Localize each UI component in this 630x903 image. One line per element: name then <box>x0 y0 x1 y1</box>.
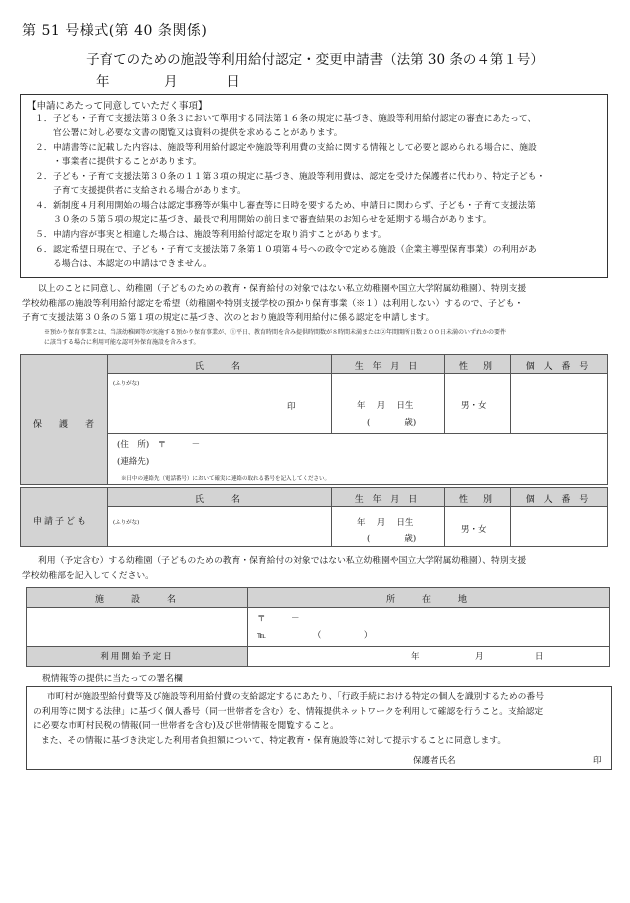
guardian-col-name: 氏 名 <box>194 362 243 372</box>
consent-item-text: 子ども・子育て支援法第３０条の１１第３項の規定に基づき、施設等利用費は、認定を受けた保護者に代わり、特定子ども・ <box>53 172 546 182</box>
child-col-birth: 生 年 月 日 <box>354 495 421 505</box>
child-furigana-label: (ふりがな) <box>113 520 140 526</box>
intro-line: 子育て支援法第３０条の５第１項の規定に基づき、次のとおり施設等利用給付に係る認定を申請します。 <box>22 313 435 323</box>
guardian-age: ( 歳) <box>367 418 417 428</box>
facility-tel[interactable]: ℡ （ ） <box>257 631 373 641</box>
guardian-contact-label[interactable]: (連絡先) <box>117 457 150 467</box>
consent-item-text: 子ども・子育て支援法第３０条３において準用する同法第１６条の規定に基づき、施設等利用給付認定の審査にあたって、 <box>53 114 537 124</box>
divider <box>107 374 108 484</box>
child-name-input[interactable] <box>113 510 323 544</box>
facility-name-input[interactable] <box>29 610 245 644</box>
start-date-month[interactable]: 月 <box>475 652 484 662</box>
tax-signer-input[interactable] <box>467 751 587 767</box>
date-day-label: 日 <box>226 74 240 90</box>
intro-line: 以上のことに同意し、幼稚園（子どものための教育・保育給付の対象ではない私立幼稚園や国立大学附属幼稚園）、特別支援 <box>38 284 527 294</box>
consent-item-text: る場合は、本認定の申請はできません。 <box>53 259 212 269</box>
consent-item-text: 認定希望日現在で、子ども・子育て支援法第７条第１０項第４号への政令で定める施設（企業主導型保育事業）の利用があ <box>53 245 537 255</box>
intro-paragraph <box>22 282 622 326</box>
tax-signer-label: 保護者氏名 <box>413 756 456 766</box>
consent-item-text: ３０条の５第５項の規定に基づき、最長で利用開始の前日まで審査結果のお知らせを延期する場合があります。 <box>53 215 492 225</box>
date-year-label: 年 <box>96 74 110 90</box>
facility-postal[interactable]: 〒 － <box>257 614 300 624</box>
guardian-birth-ymd[interactable]: 年 月 日生 <box>357 401 414 411</box>
guardian-col-birth: 生 年 月 日 <box>354 362 421 372</box>
child-section-label: 申請子ども <box>33 517 89 527</box>
start-date-day[interactable]: 日 <box>535 652 544 662</box>
consent-item-number: ５． <box>35 230 53 240</box>
facility-col-address: 所 在 地 <box>385 595 470 605</box>
tax-text <box>33 690 607 748</box>
consent-item-number: １． <box>35 114 53 124</box>
facility-table <box>26 587 610 667</box>
divider <box>331 355 332 433</box>
consent-item-number: ２． <box>35 172 53 182</box>
facility-intro <box>22 554 622 583</box>
consent-item-text: 申請書等に記載した内容は、施設等利用給付認定や施設等利用費の支給に関する情報として必要と認められる場合に、施設 <box>53 143 537 153</box>
tax-heading: 税情報等の提供に当たっての署名欄 <box>42 674 183 684</box>
guardian-section-label: 保 護 者 <box>33 420 99 430</box>
intro-footnote-line: に該当する場合に利用可能な認可外保育施設を含みます。 <box>44 339 200 346</box>
consent-item-number: ４． <box>35 201 53 211</box>
divider <box>444 355 445 433</box>
consent-item-text: ・事業者に提供することがあります。 <box>53 157 202 167</box>
child-birth-ymd[interactable]: 年 月 日生 <box>357 518 414 528</box>
tax-text-line: の利用等に関する法律」に基づく個人番号（同一世帯者を含む）を、情報提供ネットワークを利用して確認を行うこと。支給認定 <box>33 706 544 717</box>
consent-item-text: 子育て支援提供者に支給される場合があります。 <box>53 186 246 196</box>
divider <box>510 488 511 546</box>
facility-intro-line: 利用（予定含む）する幼稚園（子どものための教育・保育給付の対象ではない私立幼稚園や国立大学附属幼稚園）、特別支援 <box>38 556 527 566</box>
divider <box>107 507 108 546</box>
guardian-col-id: 個 人 番 号 <box>525 362 592 372</box>
application-date <box>96 70 256 90</box>
divider <box>331 488 332 546</box>
guardian-col-sex: 性 別 <box>458 362 495 372</box>
consent-item-text: 申請内容が事実と相違した場合は、施設等利用給付認定を取り消すことがあります。 <box>53 230 387 240</box>
page-title: 子育てのための施設等利用給付認定・変更申請書（法第 30 条の４第１号） <box>86 52 544 68</box>
facility-col-name: 施 設 名 <box>94 595 179 605</box>
child-sex-options[interactable]: 男・女 <box>461 525 487 535</box>
child-col-id: 個 人 番 号 <box>525 495 592 505</box>
consent-item-number: ６． <box>35 245 53 255</box>
tax-signature-box <box>26 686 612 770</box>
consent-box <box>20 94 608 278</box>
divider <box>510 355 511 433</box>
start-date-label: 利用開始予定日 <box>100 652 174 662</box>
guardian-furigana-label: (ふりがな) <box>113 381 140 387</box>
guardian-seal-mark: 印 <box>287 402 296 412</box>
guardian-table <box>20 354 608 485</box>
divider <box>444 488 445 546</box>
child-id-input[interactable] <box>513 510 605 544</box>
intro-line: 学校幼稚部の施設等利用給付認定を希望（幼稚園や特別支援学校の預かり保育事業（※１）は利用しない）するので、子ども・ <box>22 298 524 309</box>
child-age: ( 歳) <box>367 534 417 544</box>
child-table <box>20 487 608 547</box>
child-col-name: 氏 名 <box>194 495 243 505</box>
consent-item-text: 新制度４月利用開始の場合は認定事務等が集中し審査等に日時を要するため、申請日に関わらず、子ども・子育て支援法第 <box>53 201 536 211</box>
tax-text-line: また、その情報に基づき決定した利用者負担額について、特定教育・保育施設等に対して提示することに同意します。 <box>41 735 507 746</box>
guardian-sex-options[interactable]: 男・女 <box>461 401 487 411</box>
child-col-sex: 性 別 <box>458 495 495 505</box>
intro-footnote <box>44 328 624 348</box>
start-date-year[interactable]: 年 <box>411 652 420 662</box>
consent-heading: 【申請にあたって同意していただく事項】 <box>27 101 208 112</box>
tax-text-line: 市町村が施設型給付費等及び施設等利用給付費の支給認定するにあたり、「行政手続における特定の個人を識別するための番号 <box>47 692 545 702</box>
date-month-label: 月 <box>164 74 178 90</box>
divider <box>107 433 607 434</box>
facility-intro-line: 学校幼稚部を記入してください。 <box>22 570 154 581</box>
form-number: 第 51 号様式(第 40 条関係) <box>22 23 208 39</box>
divider <box>247 646 609 647</box>
tax-seal-mark: 印 <box>593 756 602 766</box>
consent-item-number: ２． <box>35 143 53 153</box>
guardian-id-input[interactable] <box>513 377 605 431</box>
divider <box>247 588 248 666</box>
tax-text-line: に必要な市町村民税の情報(同一世帯者を含む)及び世帯情報を閲覧すること。 <box>33 721 339 731</box>
consent-item-text: 官公署に対し必要な文書の閲覧又は資料の提供を求めることがあります。 <box>53 128 343 138</box>
intro-footnote-line: ※預かり保育事業とは、当該幼稚園等が実施する預かり保育事業が、①平日、教育時間を含み提供時間数が８時間未満または②年間開所日数２００日未満のいずれかの要件 <box>44 329 507 336</box>
guardian-contact-note: ※日中の連絡先（電話番号）において確実に連絡の取れる番号を記入してください。 <box>121 476 331 482</box>
guardian-address-label[interactable]: (住 所) 〒 － <box>117 440 201 450</box>
